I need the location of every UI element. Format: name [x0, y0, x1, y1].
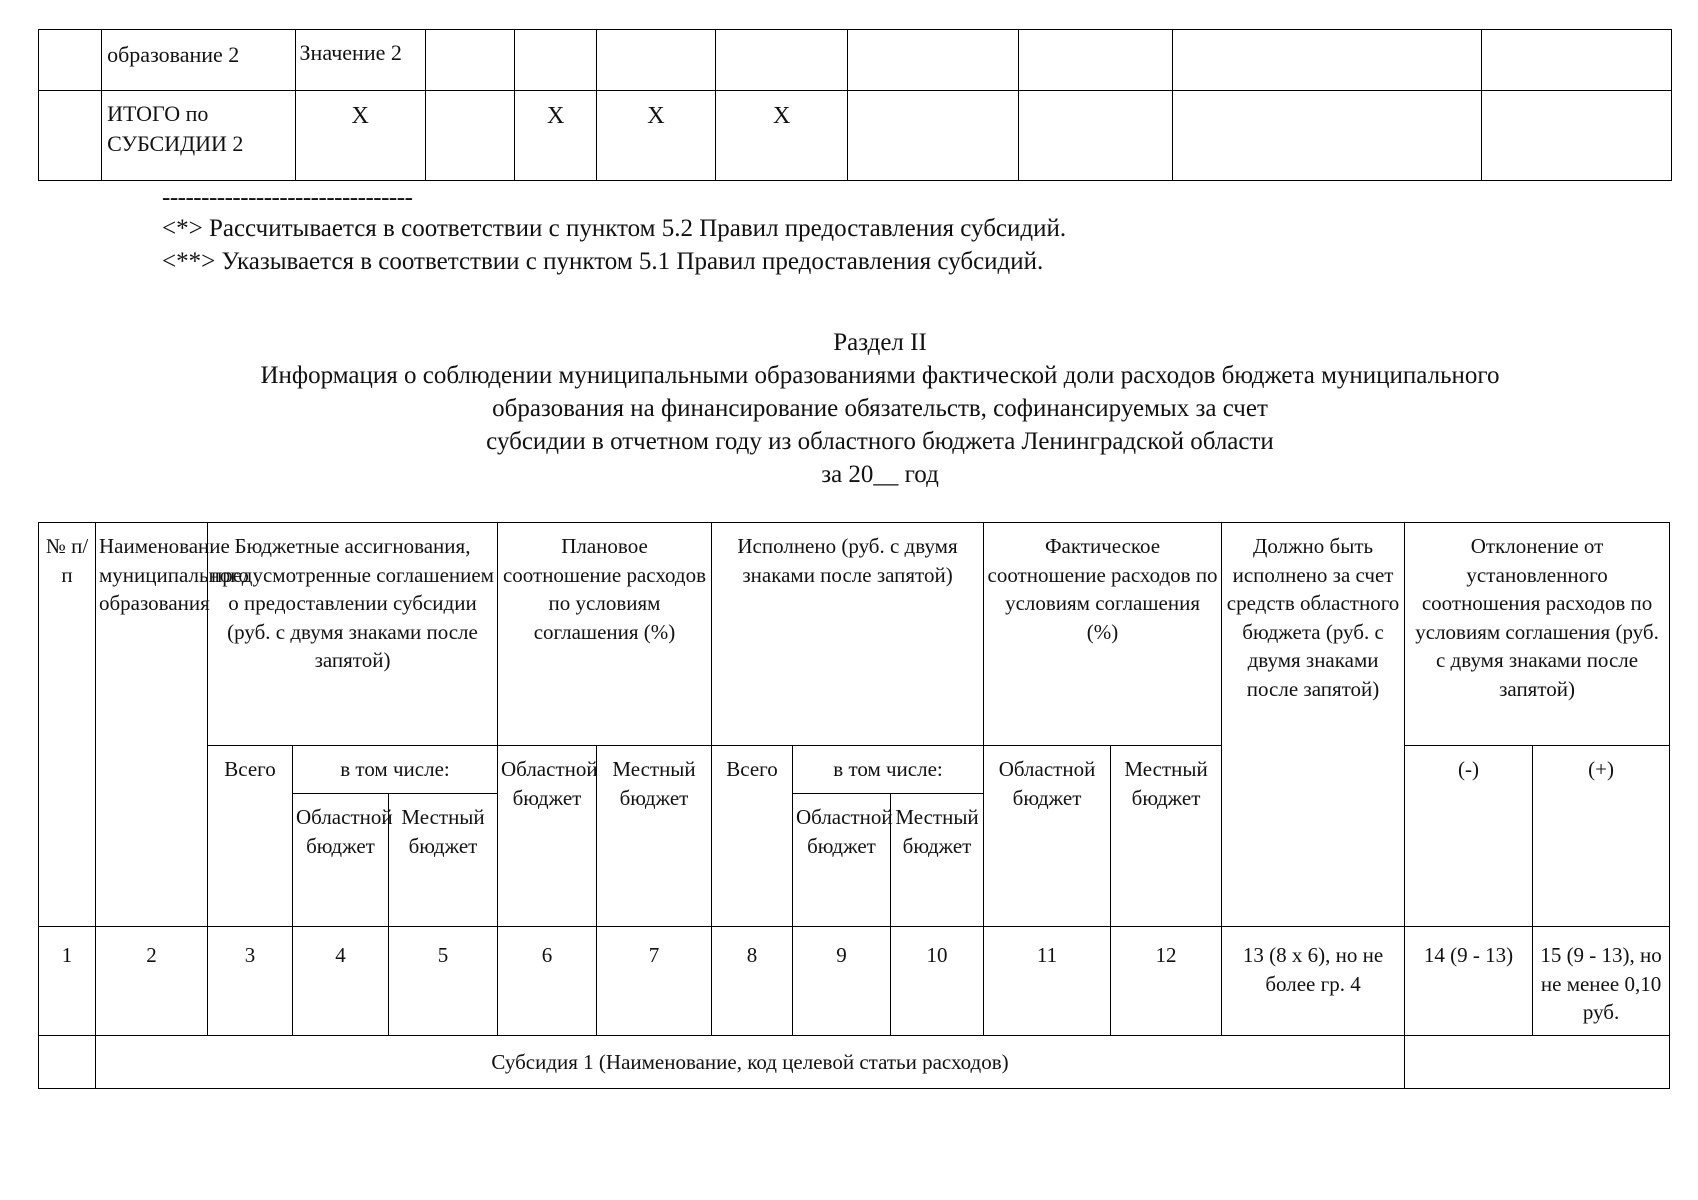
table-cell	[596, 30, 715, 91]
column-number: 10	[891, 927, 984, 1036]
table-cell	[715, 30, 847, 91]
table-cell	[1481, 91, 1671, 181]
total-label-cell: ИТОГО по СУБСИДИИ 2	[102, 91, 295, 181]
value-cell: Значение 2	[295, 30, 425, 91]
column-number: 3	[208, 927, 293, 1036]
subsidy-row	[39, 1036, 1670, 1089]
table-row	[39, 30, 1672, 91]
header-cell: Областной бюджет	[293, 794, 389, 927]
table-cell	[1481, 30, 1671, 91]
column-number: 7	[597, 927, 712, 1036]
header-cell: (+)	[1533, 746, 1670, 927]
table-cell	[1019, 30, 1173, 91]
header-cell: (-)	[1405, 746, 1533, 927]
table-cell	[1405, 1036, 1670, 1089]
header-row	[39, 746, 1670, 794]
municipality-name-cell: образование 2	[102, 30, 295, 91]
header-cell: Бюджетные ассигнования, предусмотренные соглашением о предоставлении субсидии (руб. с двумя знаками после запятой)	[208, 523, 498, 746]
header-cell: Исполнено (руб. с двумя знаками после запятой)	[712, 523, 984, 746]
header-cell: Областной бюджет	[984, 746, 1111, 927]
column-number: 2	[96, 927, 208, 1036]
cofinancing-compliance-table	[38, 522, 1670, 1089]
header-cell: Местный бюджет	[1111, 746, 1222, 927]
header-cell: в том числе:	[793, 746, 984, 794]
table-cell	[425, 30, 515, 91]
column-number: 9	[793, 927, 891, 1036]
table-cell	[39, 91, 102, 181]
section-title-line: образования на финансирование обязательств, софинансируемых за счет	[492, 395, 1268, 422]
header-cell: Областной бюджет	[793, 794, 891, 927]
subsidy-name-cell: Субсидия 1 (Наименование, код целевой статьи расходов)	[96, 1036, 1405, 1089]
footnote-2: <**> Указывается в соответствии с пунктом 5.1 Правил предоставления субсидий.	[162, 248, 1044, 275]
header-cell: в том числе:	[293, 746, 498, 794]
header-cell: Местный бюджет	[891, 794, 984, 927]
header-cell: Местный бюджет	[597, 746, 712, 927]
table-cell	[1173, 30, 1481, 91]
x-mark-cell: X	[295, 91, 425, 181]
footnote-separator: --------------------------------	[162, 184, 413, 211]
header-cell: Всего	[208, 746, 293, 927]
header-cell: Плановое соотношение расходов по условиям соглашения (%)	[498, 523, 712, 746]
header-row	[39, 523, 1670, 746]
x-mark-cell: X	[515, 91, 596, 181]
table-cell	[848, 30, 1019, 91]
header-cell: Наименование муниципального образования	[96, 523, 208, 927]
footnote-1: <*> Рассчитывается в соответствии с пунктом 5.2 Правил предоставления субсидий.	[162, 215, 1067, 242]
header-cell: Всего	[712, 746, 793, 927]
section-heading	[100, 326, 1660, 491]
header-cell: № п/п	[39, 523, 96, 927]
column-number: 14 (9 - 13)	[1405, 927, 1533, 1036]
header-cell: Областной бюджет	[498, 746, 597, 927]
x-mark-cell: X	[596, 91, 715, 181]
table-cell	[39, 30, 102, 91]
footnotes	[162, 184, 1067, 278]
header-cell: Отклонение от установленного соотношения расходов по условиям соглашения (руб. с двумя знаками после запятой)	[1405, 523, 1670, 746]
header-cell: Местный бюджет	[389, 794, 498, 927]
column-number: 15 (9 - 13), но не менее 0,10 руб.	[1533, 927, 1670, 1036]
column-number: 6	[498, 927, 597, 1036]
table-cell	[39, 1036, 96, 1089]
section-title-line: субсидии в отчетном году из областного бюджета Ленинградской области	[486, 428, 1274, 455]
table-row	[39, 91, 1672, 181]
column-number: 1	[39, 927, 96, 1036]
x-mark-cell: X	[715, 91, 847, 181]
table-cell	[425, 91, 515, 181]
table-cell	[1019, 91, 1173, 181]
table-cell	[848, 91, 1019, 181]
column-number: 12	[1111, 927, 1222, 1036]
table-cell	[515, 30, 596, 91]
column-number: 4	[293, 927, 389, 1036]
column-number: 5	[389, 927, 498, 1036]
header-cell: Фактическое соотношение расходов по условиям соглашения (%)	[984, 523, 1222, 746]
column-number-row	[39, 927, 1670, 1036]
table-cell	[1173, 91, 1481, 181]
column-number: 11	[984, 927, 1111, 1036]
header-cell: Должно быть исполнено за счет средств областного бюджета (руб. с двумя знаками после запятой)	[1222, 523, 1405, 927]
column-number: 8	[712, 927, 793, 1036]
subsidy-summary-table	[38, 29, 1672, 181]
section-title-line: Информация о соблюдении муниципальными образованиями фактической доли расходов бюджета муниципального	[260, 362, 1500, 389]
column-number: 13 (8 x 6), но не более гр. 4	[1222, 927, 1405, 1036]
section-label: Раздел II	[833, 329, 927, 356]
section-period: за 20__ год	[821, 461, 939, 488]
